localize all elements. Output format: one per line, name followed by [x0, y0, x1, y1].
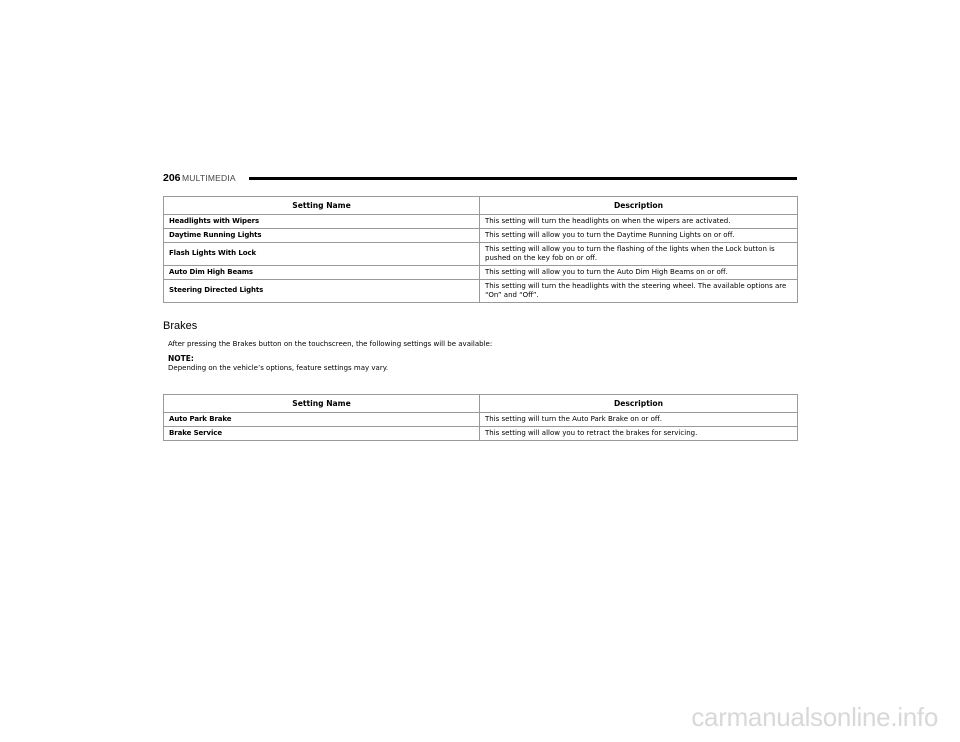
setting-description: This setting will turn the headlights with the steering wheel. The available options are “On” and “Off”.: [480, 280, 798, 303]
table-row: [164, 229, 798, 243]
brakes-heading: Brakes: [163, 320, 198, 332]
note-label: NOTE:: [168, 354, 194, 363]
table-row: [164, 215, 798, 229]
setting-description: This setting will turn the Auto Park Brake on or off.: [480, 413, 798, 427]
watermark: carmanualsonline.info: [691, 702, 938, 732]
setting-description: This setting will allow you to turn the flashing of the lights when the Lock button is pushed on the key fob on or off.: [480, 243, 798, 266]
table-row: [164, 243, 798, 266]
table-row: [164, 266, 798, 280]
column-header-description: Description: [480, 395, 798, 413]
setting-name: Headlights with Wipers: [164, 215, 480, 229]
note-text: Depending on the vehicle’s options, feature settings may vary.: [168, 364, 389, 372]
setting-name: Steering Directed Lights: [164, 280, 480, 303]
setting-description: This setting will allow you to turn the Auto Dim High Beams on or off.: [480, 266, 798, 280]
table-header-row: [164, 395, 798, 413]
setting-name: Flash Lights With Lock: [164, 243, 480, 266]
page-number: 206: [163, 172, 181, 184]
setting-name: Brake Service: [164, 427, 480, 441]
table-row: [164, 280, 798, 303]
table-row: [164, 413, 798, 427]
lights-settings-table: [163, 196, 798, 303]
section-title: MULTIMEDIA: [182, 173, 236, 183]
setting-name: Auto Park Brake: [164, 413, 480, 427]
column-header-description: Description: [480, 197, 798, 215]
setting-description: This setting will allow you to turn the Daytime Running Lights on or off.: [480, 229, 798, 243]
brakes-settings-table: [163, 394, 798, 441]
table-header-row: [164, 197, 798, 215]
header-rule: [249, 177, 797, 180]
table-row: [164, 427, 798, 441]
setting-name: Auto Dim High Beams: [164, 266, 480, 280]
column-header-setting-name: Setting Name: [164, 197, 480, 215]
setting-description: This setting will allow you to retract the brakes for servicing.: [480, 427, 798, 441]
brakes-intro-text: After pressing the Brakes button on the touchscreen, the following settings will be available:: [168, 340, 493, 348]
setting-name: Daytime Running Lights: [164, 229, 480, 243]
setting-description: This setting will turn the headlights on when the wipers are activated.: [480, 215, 798, 229]
column-header-setting-name: Setting Name: [164, 395, 480, 413]
page-header: [163, 171, 797, 185]
